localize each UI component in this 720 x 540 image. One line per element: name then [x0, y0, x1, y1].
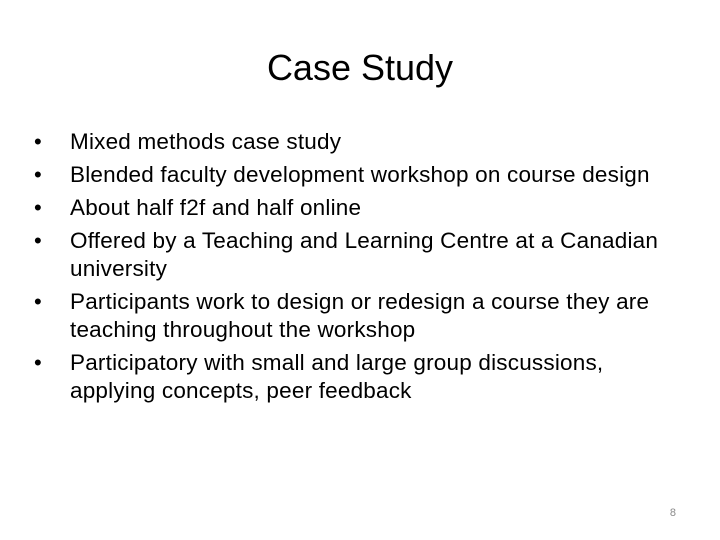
bullet-text: Participants work to design or redesign a course they are teaching throughout the workshop	[70, 289, 650, 342]
page-number: 8	[669, 507, 676, 519]
bullet-text: Offered by a Teaching and Learning Centre at a Canadian university	[70, 228, 659, 281]
bullet-text: Blended faculty development workshop on course design	[70, 162, 650, 187]
bullet-dot-icon: •	[34, 228, 42, 253]
bullet-dot-icon: •	[34, 350, 42, 375]
bullet-dot-icon: •	[34, 195, 42, 220]
bullet-item	[34, 161, 684, 189]
bullet-text: Mixed methods case study	[70, 129, 342, 154]
bullet-item	[34, 227, 684, 283]
bullet-item	[34, 349, 684, 405]
bullet-text: Participatory with small and large group discussions, applying concepts, peer feedback	[70, 350, 604, 403]
bullet-item	[34, 128, 684, 156]
bullet-dot-icon: •	[34, 129, 42, 154]
slide-title: Case Study	[266, 47, 454, 88]
bullet-item	[34, 194, 684, 222]
bullet-text: About half f2f and half online	[70, 195, 362, 220]
bullet-item	[34, 288, 684, 344]
bullet-list	[34, 128, 684, 410]
bullet-dot-icon: •	[34, 289, 42, 314]
bullet-dot-icon: •	[34, 162, 42, 187]
